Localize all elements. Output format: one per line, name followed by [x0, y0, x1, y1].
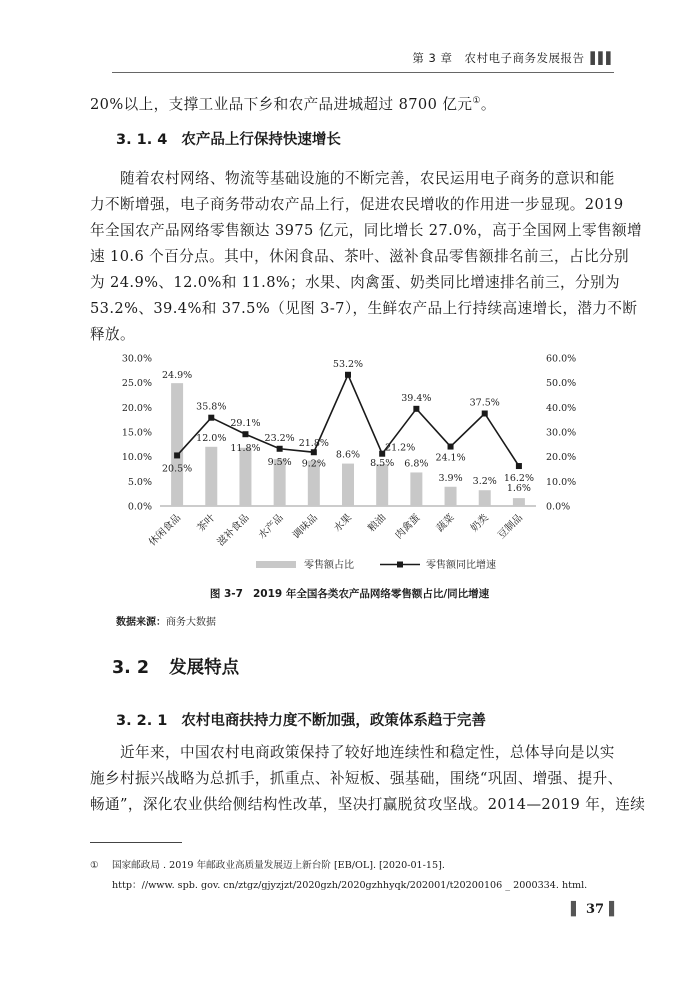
bar-data-label: 24.9%	[161, 370, 193, 382]
right-axis-tick-label: 40.0%	[546, 402, 577, 414]
footnote-text: 国家邮政局 . 2019 年邮政业高质量发展迈上新台阶 [EB/OL]. [2020-01-15].	[112, 860, 445, 871]
section-3-2-1-heading	[116, 709, 486, 730]
category-tick-label: 肉禽蛋	[393, 512, 423, 542]
paragraph-line: 年全国农产品网络零售额达 3975 亿元，同比增长 27.0%，高于全国网上零售额增	[90, 222, 643, 239]
bar-mark	[342, 464, 354, 506]
bar-data-label: 11.8%	[230, 442, 261, 454]
section-number: 3. 2	[112, 658, 150, 678]
right-axis-tick-label: 0.0%	[546, 501, 571, 513]
bar-mark	[171, 383, 183, 506]
footnote-ref[interactable]: ①	[472, 96, 481, 106]
section-3-2-heading	[112, 654, 239, 679]
category-tick-label: 豆制品	[496, 512, 526, 542]
line-data-label: 29.1%	[230, 418, 261, 430]
paragraph-line: 为 24.9%、12.0%和 11.8%；水果、肉禽蛋、奶类同比增速排名前三，分别为	[90, 274, 621, 291]
paragraph-line: 畅通”，深化农业供给侧结构性改革，坚决打赢脱贫攻坚战。2014—2019 年，连续	[90, 796, 646, 813]
right-axis-tick-label: 30.0%	[546, 427, 577, 439]
section-title: 发展特点	[169, 658, 240, 678]
line-point-marker	[311, 449, 317, 455]
paragraph-line: 速 10.6 个百分点。其中，休闲食品、茶叶、滋补食品零售额排名前三，占比分别	[90, 248, 629, 265]
bar-data-label: 12.0%	[196, 432, 227, 444]
line-data-label: 16.2%	[503, 473, 535, 485]
line-point-marker	[413, 406, 419, 412]
legend-label: 零售额占比	[304, 560, 354, 571]
running-header-title: 第 3 章 农村电子商务发展报告	[412, 51, 585, 65]
footnote-divider	[90, 842, 182, 843]
paragraph-line: 53.2%、39.4%和 37.5%（见图 3-7），生鲜农产品上行持续高速增长，潜力不断	[90, 300, 638, 317]
figure-caption-text: 2019 年全国各类农产品网络零售额占比/同比增速	[252, 588, 490, 600]
section-3-1-4-body	[90, 166, 643, 348]
line-point-marker	[345, 372, 351, 378]
paragraph-line: 近年来，中国农村电商政策保持了较好地连续性和稳定性，总体导向是以实	[120, 744, 615, 761]
bar-mark	[239, 448, 251, 506]
category-tick-label: 休闲食品	[147, 512, 184, 549]
header-bars-decoration: ▌▌▌	[590, 51, 614, 65]
left-axis-tick-label: 25.0%	[121, 378, 152, 390]
bar-data-label: 3.2%	[472, 476, 497, 488]
line-data-label: 53.2%	[332, 358, 364, 370]
bar-data-label: 8.5%	[370, 458, 395, 470]
combo-chart	[80, 340, 620, 580]
bar-data-label: 9.2%	[301, 458, 326, 470]
left-axis-tick-label: 5.0%	[127, 476, 152, 488]
data-source-label: 数据来源：	[116, 617, 166, 628]
figure-caption	[0, 586, 699, 601]
paragraph-line: 释放。	[90, 326, 135, 343]
footnote-url[interactable]: http：//www. spb. gov. cn/ztgz/gjyzjzt/2020gzh/2020gzhhyqk/202001/t20200106 _ 2000334. html.	[112, 880, 588, 891]
section-3-1-4-heading	[116, 128, 341, 149]
line-point-marker	[482, 411, 488, 417]
footnote	[90, 856, 620, 896]
line-point-marker	[208, 415, 214, 421]
section-title: 农产品上行保持快速增长	[181, 132, 341, 148]
left-axis-tick-label: 0.0%	[127, 501, 152, 513]
figure-number: 图 3-7	[209, 588, 243, 600]
line-point-marker	[174, 452, 180, 458]
line-point-marker	[277, 446, 283, 452]
page-number: ▌ 37 ▌	[571, 902, 620, 917]
bar-mark	[513, 498, 525, 506]
left-axis-tick-label: 30.0%	[121, 353, 152, 365]
intro-paragraph: 20%以上，支撑工业品下乡和农产品进城超过 8700 亿元①。	[90, 95, 496, 113]
line-data-label: 20.5%	[161, 463, 193, 475]
category-tick-label: 奶类	[468, 512, 491, 535]
section-3-2-1-body	[90, 740, 646, 818]
bar-mark	[410, 472, 422, 506]
line-point-marker	[242, 431, 248, 437]
category-tick-label: 水果	[332, 512, 355, 535]
line-data-label: 21.8%	[298, 438, 329, 450]
line-data-label: 35.8%	[196, 401, 227, 413]
category-tick-label: 茶叶	[195, 512, 218, 535]
category-tick-label: 水产品	[256, 512, 286, 542]
line-point-marker	[448, 444, 454, 450]
data-source-value: 商务大数据	[166, 617, 216, 628]
section-number: 3. 2. 1	[116, 713, 168, 729]
right-axis-tick-label: 20.0%	[546, 452, 577, 464]
legend-label: 零售额同比增速	[426, 560, 496, 571]
bar-mark	[479, 490, 491, 506]
left-axis-tick-label: 10.0%	[121, 452, 152, 464]
data-source	[116, 613, 216, 628]
category-tick-label: 粮油	[366, 512, 389, 535]
bar-data-label: 8.6%	[335, 449, 361, 461]
bar-data-label: 6.8%	[404, 458, 429, 470]
bar-data-label: 3.9%	[438, 472, 463, 484]
footnote-mark: ①	[90, 860, 99, 871]
line-data-label: 37.5%	[469, 397, 500, 409]
running-header	[112, 50, 614, 73]
bar-mark	[205, 447, 217, 506]
paragraph-line: 随着农村网络、物流等基础设施的不断完善，农民运用电子商务的意识和能	[120, 170, 615, 187]
legend-swatch-bar	[256, 561, 296, 568]
right-axis-tick-label: 10.0%	[546, 476, 577, 488]
line-data-label: 24.1%	[435, 452, 466, 464]
left-axis-tick-label: 15.0%	[121, 427, 152, 439]
bar-data-label: 1.6%	[506, 483, 531, 495]
section-number: 3. 1. 4	[116, 132, 168, 148]
section-title: 农村电商扶持力度不断加强，政策体系趋于完善	[181, 713, 486, 729]
line-point-marker	[516, 463, 522, 469]
legend-swatch-marker	[397, 562, 403, 568]
paragraph-line: 施乡村振兴战略为总抓手，抓重点、补短板、强基础，围绕“巩固、增强、提升、	[90, 770, 623, 787]
line-data-label: 39.4%	[401, 392, 432, 404]
left-axis-tick-label: 20.0%	[121, 402, 152, 414]
page-number-value: 37	[586, 902, 605, 917]
line-data-label: 21.2%	[385, 442, 416, 454]
line-data-label: 23.2%	[264, 432, 295, 444]
category-tick-label: 调味品	[290, 512, 320, 542]
category-tick-label: 蔬菜	[434, 512, 457, 535]
right-axis-tick-label: 60.0%	[546, 353, 577, 365]
bar-mark	[445, 487, 457, 506]
bar-data-label: 9.5%	[267, 457, 292, 469]
right-axis-tick-label: 50.0%	[546, 378, 577, 390]
paragraph-line: 力不断增强，电子商务带动农产品上行，促进农民增收的作用进一步显现。2019	[90, 196, 624, 213]
category-tick-label: 滋补食品	[215, 512, 252, 549]
intro-text: 20%以上，支撑工业品下乡和农产品进城超过 8700 亿元	[90, 95, 473, 113]
bar-mark	[376, 464, 388, 506]
